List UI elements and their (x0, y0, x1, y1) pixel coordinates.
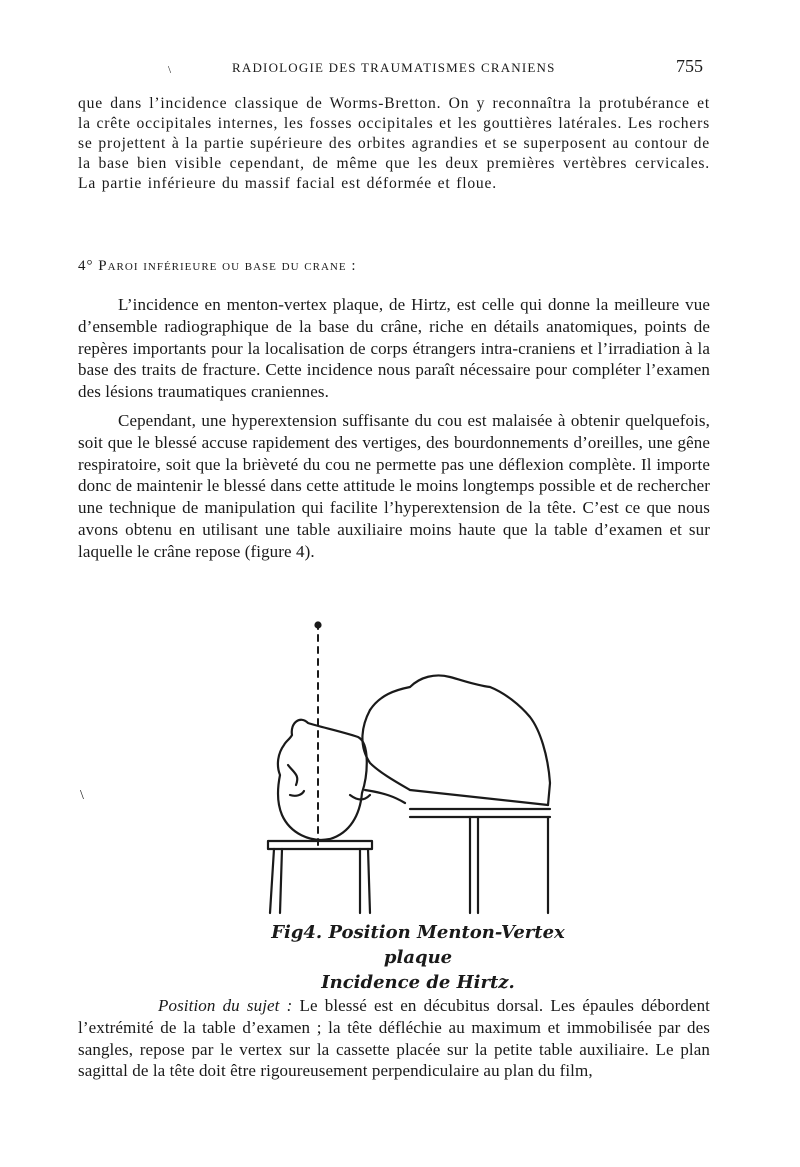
paragraph-lead: Position du sujet : (158, 996, 293, 1015)
neck-line (350, 795, 370, 800)
margin-mark: \ (80, 788, 84, 803)
head-outline (278, 720, 367, 840)
aux-table-leg-right-2 (368, 849, 370, 913)
mouth-line (290, 791, 304, 796)
running-head: RADIOLOGIE DES TRAUMATISMES CRANIENS (232, 60, 556, 75)
page-number: 755 (676, 56, 703, 76)
section-heading: 4° Paroi inférieure ou base du crane : (78, 258, 357, 274)
paragraph-position-du-sujet (78, 995, 710, 1082)
paragraph-hyperextension: Cependant, une hyperextension suffisante du cou est malaisée à obtenir quelquefois, soit que le blessé accuse rapidement des vertiges, des bourdonnements d’oreilles, une gêne respiratoire, soit que la brièveté du cou ne permette pas une déflexion complète. Il importe donc de maintenir le blessé dans cette attitude le moins longtemps possible et de rechercher une technique de manipulation qui facilite l’hyperextension de la tête. C’est ce que nous avons obtenu en utilisant une table auxiliaire moins haute que la table d’examen et sur laquelle le crâne repose (figure 4). (78, 411, 710, 561)
aux-table-leg-left-2 (280, 849, 282, 913)
cassette (268, 841, 372, 849)
beam-origin-dot (316, 623, 321, 628)
paragraph-continued: que dans l’incidence classique de Worms-Bretton. On y reconnaîtra la protubérance et la crête occipitales internes, les fosses occipitales et les gouttières latérales. Les rochers se projettent à la partie supérieure des orbites agrandies et se superposent au contour de la base bien visible cependant, de même que les deux premières vertèbres cervicales. La partie inférieure du massif facial est déformée et floue. (78, 95, 710, 192)
shoulder-line (362, 710, 548, 805)
paragraph-body: Le blessé est en décubitus dorsal. Les épaules débordent l’extrémité de la table d’examen ; la tête défléchie au maximum et immobilisée par des sangles, repose par le vertex sur la cassette placée sur la petite table auxiliaire. Le plan sagittal de la tête doit être rigoureusement perpendiculaire au plan du film, (78, 996, 710, 1081)
margin-mark: \ (168, 64, 172, 76)
torso-outline (370, 675, 550, 805)
figure-caption-line-1: Fig4. Position Menton-Vertex plaque (271, 922, 565, 969)
aux-table-leg-left (270, 849, 274, 913)
ear-line (288, 765, 297, 785)
paragraph-hirtz-incidence: L’incidence en menton-vertex plaque, de Hirtz, est celle qui donne la meilleure vue d’ensemble radiographique de la base du crâne, riche en détails anatomiques, points de repères importants pour la localisation de corps étrangers intra-craniens et l’irradiation à la base des traits de fracture. Cette incidence nous paraît nécessaire pour compléter l’examen des lésions traumatiques craniennes. (78, 295, 710, 401)
figure-caption (238, 920, 598, 996)
figure-caption-line-2: Incidence de Hirtz. (321, 972, 515, 994)
arm-line (365, 790, 405, 803)
figure-4-drawing (230, 615, 590, 915)
